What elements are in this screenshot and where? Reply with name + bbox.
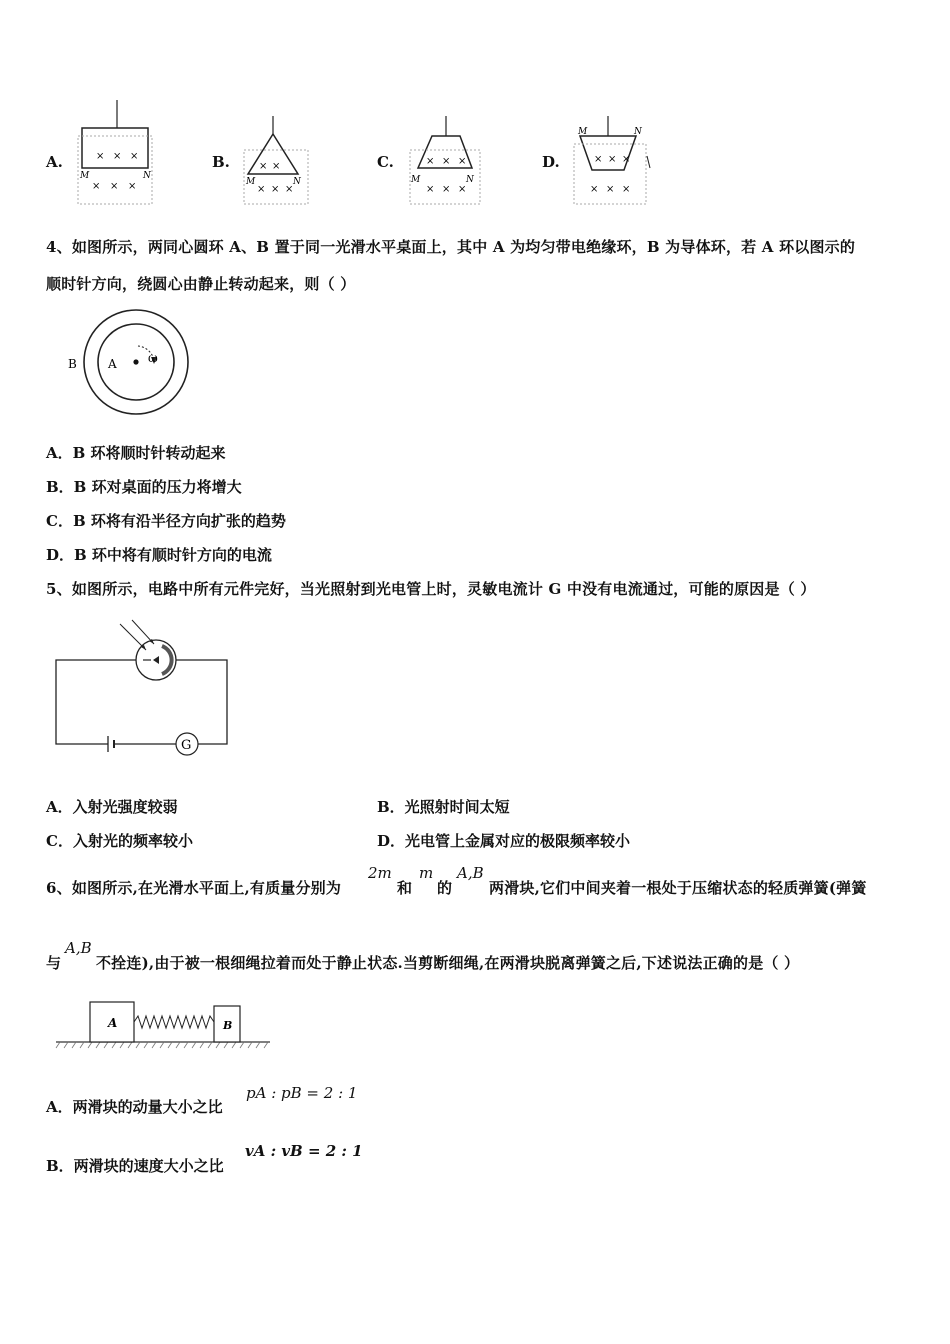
q3-figure-b [236, 112, 316, 208]
q6-text-yu: 与 [46, 954, 62, 972]
x-mark: × [594, 154, 603, 165]
q6-text-he: 和 [397, 879, 413, 897]
x-mark: × [259, 161, 268, 172]
x-mark: × [458, 184, 467, 195]
x-mark: × [426, 156, 435, 167]
x-mark: × [92, 181, 101, 192]
label-n: N [143, 171, 151, 181]
x-mark: × [458, 156, 467, 167]
x-mark: × [271, 184, 280, 195]
x-mark: × [608, 154, 617, 165]
x-mark: × [622, 154, 631, 165]
block-a-label: A [108, 1016, 118, 1030]
q5-option-b[interactable]: B．光照射时间太短 [377, 798, 510, 816]
q6-text-line2: 不拴连),由于被一根细绳拉着而处于静止状态.当剪断细绳,在两滑块脱离弹簧之后,下述说法正确的是（ ） [96, 954, 800, 972]
label-m: M [578, 127, 588, 137]
q6-option-b-formula: vA : vB = 2 : 1 [245, 1142, 363, 1160]
x-mark: × [257, 184, 266, 195]
block-b-label: B [223, 1019, 233, 1032]
ring-b-label: B [68, 357, 77, 371]
q3-figure-c [402, 112, 492, 208]
q6-option-a-text: A．两滑块的动量大小之比 [46, 1098, 223, 1116]
q5-option-c[interactable]: C．入射光的频率较小 [46, 832, 193, 850]
x-mark: × [426, 184, 435, 195]
x-mark: × [590, 184, 599, 195]
q6-ab-2: A,B [65, 939, 92, 957]
q6-mass-m: m [419, 864, 434, 882]
q3-option-c-label[interactable]: C. [377, 153, 394, 171]
q6-option-b-text: B．两滑块的速度大小之比 [46, 1157, 224, 1175]
q3-option-a-label[interactable]: A. [46, 153, 63, 171]
label-n: N [634, 127, 642, 137]
q5-stem: 5、如图所示，电路中所有元件完好，当光照射到光电管上时，灵敏电流计 G 中没有电流通过，可能的原因是（ ） [46, 580, 816, 598]
x-mark: × [128, 181, 137, 192]
x-mark: × [113, 151, 122, 162]
q6-text-de: 的 [437, 879, 453, 897]
x-mark: × [622, 184, 631, 195]
q3-option-b-label[interactable]: B. [212, 153, 230, 171]
x-mark: × [272, 161, 281, 172]
q5-figure-circuit [50, 614, 240, 764]
x-mark: × [442, 184, 451, 195]
q4-option-d[interactable]: D．B 环中将有顺时针方向的电流 [46, 546, 272, 564]
q4-option-a[interactable]: A．B 环将顺时针转动起来 [46, 444, 226, 462]
x-mark: × [442, 156, 451, 167]
label-m: M [80, 171, 90, 181]
q4-stem-line2: 顺时针方向，绕圆心由静止转动起来，则（ ） [46, 275, 356, 293]
omega-label: ω [148, 351, 158, 365]
q6-figure-blocks [54, 994, 274, 1052]
q6-text-seg2: 两滑块,它们中间夹着一根处于压缩状态的轻质弹簧(弹簧 [489, 879, 867, 897]
q5-option-d[interactable]: D．光电管上金属对应的极限频率较小 [377, 832, 631, 850]
q5-option-a[interactable]: A．入射光强度较弱 [46, 798, 178, 816]
label-n: N [293, 177, 301, 187]
q3-option-d-label[interactable]: D. [542, 153, 560, 171]
q3-figure-d [568, 112, 658, 208]
x-mark: × [96, 151, 105, 162]
q6-option-a-formula: pA : pB = 2 : 1 [246, 1084, 358, 1102]
label-m: M [246, 177, 256, 187]
q4-option-b[interactable]: B．B 环对桌面的压力将增大 [46, 478, 242, 496]
x-mark: × [110, 181, 119, 192]
x-mark: × [285, 184, 294, 195]
x-mark: × [606, 184, 615, 195]
x-mark: × [130, 151, 139, 162]
label-n: N [466, 175, 474, 185]
q4-figure-rings [64, 306, 194, 418]
q6-text-seg1: 6、如图所示,在光滑水平面上,有质量分别为 [46, 879, 342, 897]
ring-a-label: A [108, 357, 117, 371]
q4-stem-line1: 4、如图所示，两同心圆环 A、B 置于同一光滑水平桌面上，其中 A 为均匀带电绝缘环，B 为导体环，若 A 环以图示的 [46, 238, 856, 256]
label-m: M [411, 175, 421, 185]
q6-ab: A,B [457, 864, 484, 882]
q6-mass-2m: 2m [368, 864, 392, 882]
q4-option-c[interactable]: C．B 环将有沿半径方向扩张的趋势 [46, 512, 286, 530]
galvanometer-label: G [181, 738, 192, 753]
q3-figure-a [70, 96, 160, 208]
